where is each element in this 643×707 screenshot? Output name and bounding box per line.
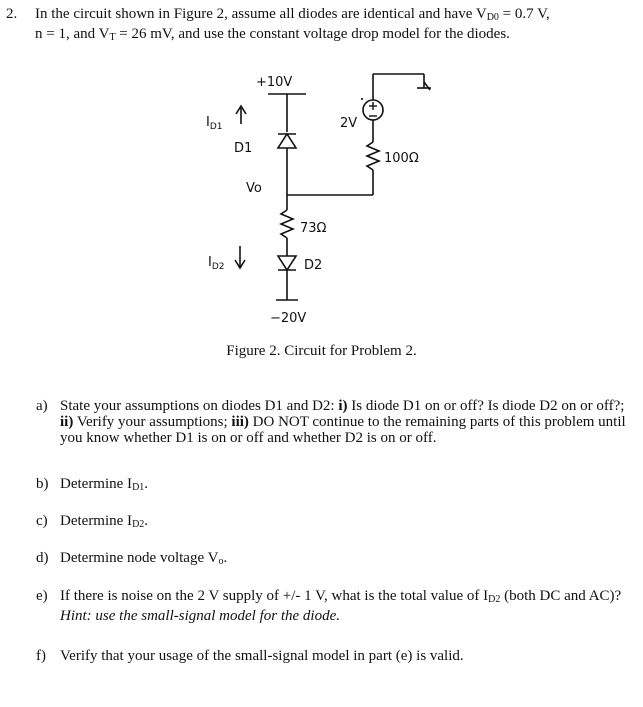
- source-2v-label: 2V: [340, 116, 358, 131]
- res-73-label: 73Ω: [300, 221, 327, 236]
- id2-label: $I_{D2}$: [208, 255, 225, 272]
- ground-symbol: [424, 82, 430, 90]
- supply-pos-label: +10V: [256, 75, 293, 90]
- res-73-symbol: [281, 210, 293, 238]
- problem-text: In the circuit shown in Figure 2, assume all diodes are identical and have $V_{D0} = 0.7$ V, n = 1, and $V_T = 26$ mV, and use the constant voltage drop model for the diodes.: [35, 6, 550, 43]
- circuit-figure: [198, 60, 458, 340]
- d1-diode-symbol: [278, 134, 296, 148]
- figure-caption: Figure 2. Circuit for Problem 2.: [226, 343, 417, 359]
- d2-label: D2: [304, 258, 323, 273]
- document-page: 2. In the circuit shown in Figure 2, assume all diodes are identical and have $V_{D0} = 0.7$ V, n = 1, and $V_T = 26$ mV, and use the constant voltage drop model for the diodes. +10V $I_{D1}$ D1 2V 100Ω Vo 73Ω $I_{D2}$ D2 −20V Figure 2. Circuit for Problem 2. a) State your assumptions on diodes D1 and D2: i) Is diode D1 on or off? Is diode D2 on or off?; ii) Verify your assumptions; iii) DO NOT continue to the remaining parts of this problem until you know whether D1 is on or off and whether D2 is on or off. b) Determine $I_{D1}$. c) Determine $I_{D2}$. d) Determine node voltage $V_o$. e) If there is noise on the 2 V supply of +/- 1 V, what is the total value of $I_{D2}$ (both DC and AC)? Hint: use the small-signal model for the diode. f) Verify that your usage of the small-signal model in part (e) is valid.: [0, 0, 643, 707]
- d1-label: D1: [234, 141, 253, 156]
- vo-label: Vo: [246, 181, 262, 196]
- res-100-label: 100Ω: [384, 151, 419, 166]
- d2-diode-symbol: [278, 256, 296, 270]
- supply-neg-label: −20V: [270, 311, 307, 326]
- id1-label: $I_{D1}$: [206, 115, 223, 132]
- res-100-symbol: [367, 142, 379, 170]
- problem-number: 2.: [6, 6, 18, 22]
